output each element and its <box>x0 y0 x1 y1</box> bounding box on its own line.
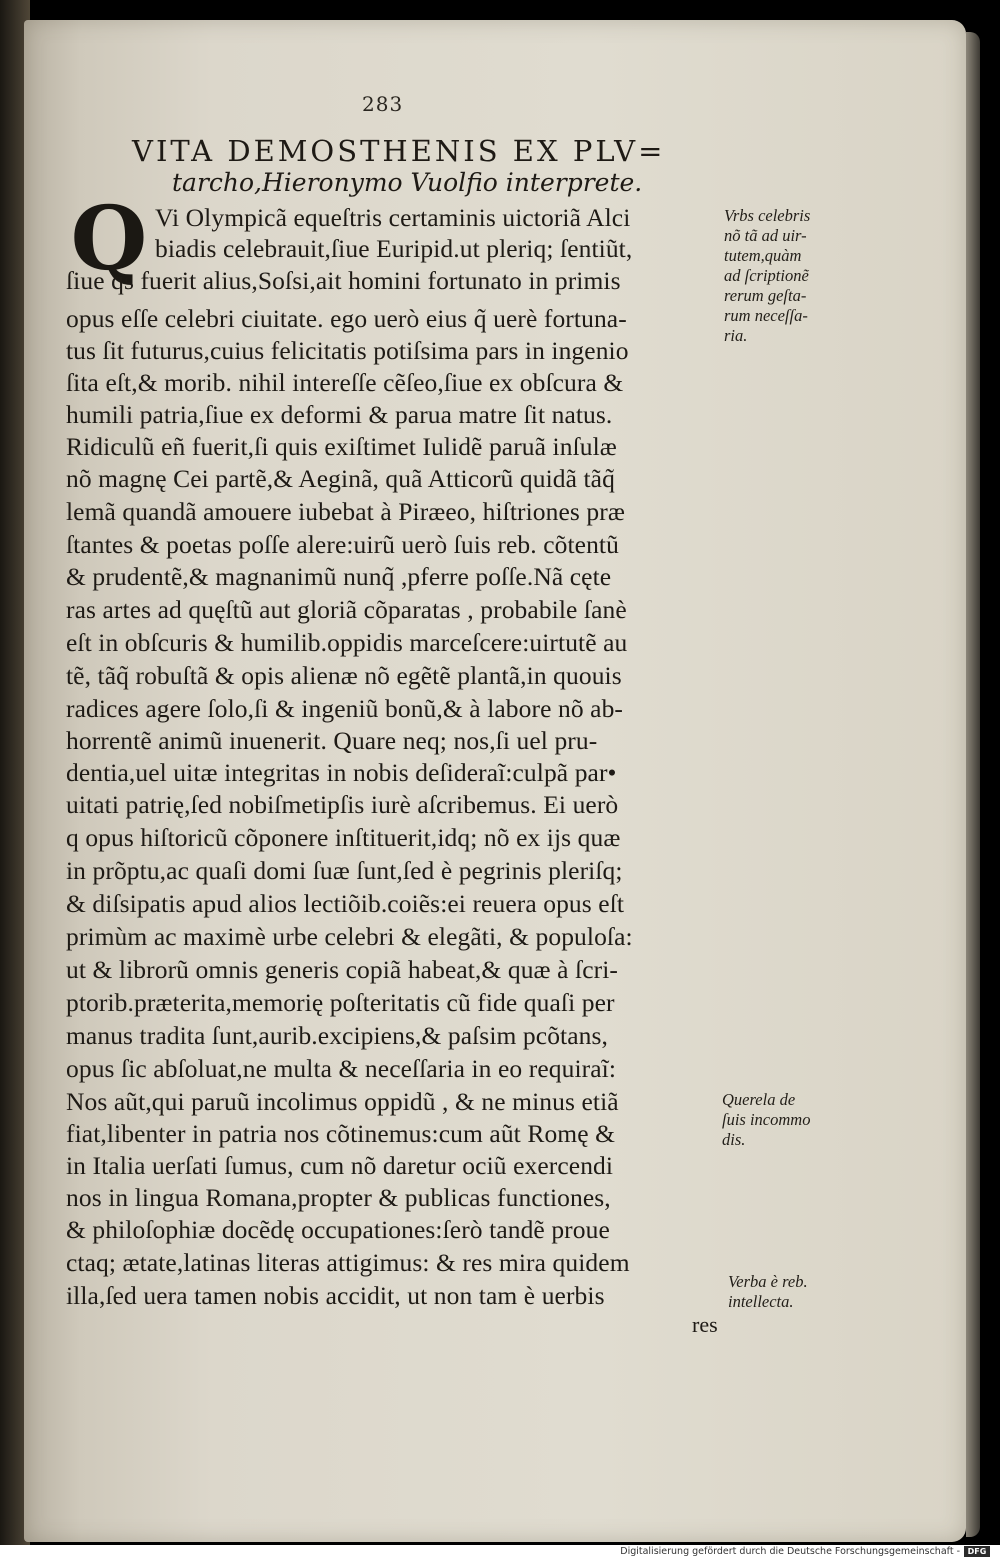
text-line: lemã quandã amouere iubebat à Piræeo, hiſtriones præ <box>66 497 625 526</box>
text-line: ctaq; ætate,latinas literas attigimus: & res mira quidem <box>66 1248 630 1277</box>
text-line: dentia,uel uitæ integritas in nobis deſideraĩ:culpã par• <box>66 758 617 787</box>
text-line: ſtantes & poetas poſſe alere:uirũ uerò ſuis reb. cõtentũ <box>66 530 619 559</box>
funding-notice: Digitalisierung gefördert durch die Deutsche Forschungsgemeinschaft - <box>620 1546 960 1557</box>
marginal-note-line: Verba è reb. <box>728 1272 808 1291</box>
text-line: uitati patrię,ſed nobiſmetipſis iurè aſcribemus. Ei uerò <box>66 790 619 819</box>
marginal-note-line: dis. <box>722 1130 746 1149</box>
marginal-note-line: ſuis incommo <box>722 1110 811 1129</box>
catchword: res <box>692 1312 718 1337</box>
text-line: Ridiculũ eñ fuerit,ſi quis exiſtimet Iulidẽ paruã inſulæ <box>66 432 617 461</box>
marginal-note-line: Vrbs celebris <box>724 206 811 225</box>
marginal-note-line: ad ſcriptionẽ <box>724 266 809 285</box>
text-line: primùm ac maximè urbe celebri & elegãti, & populoſa: <box>66 922 633 951</box>
text-line: fiat,libenter in patria nos cõtinemus:cum aũt Romę & <box>66 1119 616 1148</box>
text-line: Nos aũt,qui paruũ incolimus oppidũ , & ne minus etiã <box>66 1087 619 1116</box>
title-line-1: VITA DEMOSTHENIS EX PLV= <box>132 134 666 168</box>
marginal-note-line: Querela de <box>722 1090 796 1109</box>
text-line: in prõptu,ac quaſi domi ſuæ ſunt,ſed è pegrinis pleriſq; <box>66 856 623 885</box>
text-line: horrentẽ animũ inuenerit. Quare neq; nos,ſi uel pru- <box>66 726 598 755</box>
dfg-logo-icon: DFG <box>964 1546 990 1557</box>
text-line: illa,ſed uera tamen nobis accidit, ut non tam è uerbis <box>66 1281 605 1310</box>
text-line: manus tradita ſunt,aurib.excipiens,& paſsim pcõtans, <box>66 1021 608 1050</box>
text-line: humili patria,ſiue ex deformi & parua matre ſit natus. <box>66 400 613 429</box>
text-line: ſita eſt,& morib. nihil intereſſe cẽſeo,ſiue ex obſcura & <box>66 368 624 397</box>
text-line: radices agere ſolo,ſi & ingeniũ bonũ,& à labore nõ ab- <box>66 694 624 723</box>
text-line: Vi Olympicã equeſtris certaminis uictoriã Alci <box>155 203 631 232</box>
text-line: opus ſic abſoluat,ne multa & neceſſaria in eo requiraĩ: <box>66 1054 617 1083</box>
text-line: ptorib.præterita,memorię poſteritatis cũ fide quaſi per <box>66 988 615 1017</box>
marginal-note-line: rum neceſſa- <box>724 306 808 325</box>
page-edge <box>966 32 980 1537</box>
marginal-note-line: intellecta. <box>728 1292 794 1311</box>
text-line: ras artes ad quęſtũ aut gloriã cõparatas , probabile ſanè <box>66 595 627 624</box>
page-number: 283 <box>362 92 404 116</box>
drop-cap: Q <box>70 186 148 290</box>
marginal-note <box>724 206 810 346</box>
text-line: & philoſophiæ docẽdę occupationes:ſerò tandẽ proue <box>66 1215 610 1244</box>
text-line: & diſsipatis apud alios lectiõib.coiẽs:ei reuera opus eſt <box>66 889 625 918</box>
text-line: biadis celebrauit,ſiue Euripid.ut pleriq; ſentiũt, <box>155 234 633 263</box>
text-line: q opus hiſtoricũ cõponere inſtituerit,idq; nõ ex ijs quæ <box>66 823 621 852</box>
title-line-2: tarcho,Hieronymo Vuolfio interprete. <box>172 168 643 197</box>
text-line: in Italia uerſati ſumus, cum nõ daretur ociũ exercendi <box>66 1151 614 1180</box>
text-line: eſt in obſcuris & humilib.oppidis marceſcere:uirtutẽ au <box>66 628 628 657</box>
text-line: ut & librorũ omnis generis copiã habeat,& quæ à ſcri- <box>66 955 618 984</box>
marginal-note-line: ria. <box>724 326 748 345</box>
text-line: tẽ, tãq̃ robuſtã & opis alienæ nõ egẽtẽ plantã,in quouis <box>66 661 622 690</box>
marginal-note-line: nõ tã ad uir- <box>724 226 807 245</box>
text-line: nõ magnę Cei partẽ,& Aeginã, quã Atticorũ quidã tãq̃ <box>66 464 615 493</box>
marginal-note <box>722 1090 810 1150</box>
marginal-note <box>728 1272 808 1312</box>
text-line: tus ſit futurus,cuius felicitatis potiſsima pars in ingenio <box>66 336 629 365</box>
text-line: & prudentẽ,& magnanimũ nunq̃ ,pferre poſſe.Nã cęte <box>66 562 612 591</box>
marginal-note-line: tutem,quàm <box>724 246 802 265</box>
marginal-note-line: rerum geſta- <box>724 286 807 305</box>
text-line: nos in lingua Romana,propter & publicas functiones, <box>66 1183 611 1212</box>
text-line: opus eſſe celebri ciuitate. ego uerò eius q̃ uerè fortuna- <box>66 304 627 333</box>
text-line: ſiue qs fuerit alius,Soſsi,ait homini fortunato in primis <box>66 266 621 295</box>
